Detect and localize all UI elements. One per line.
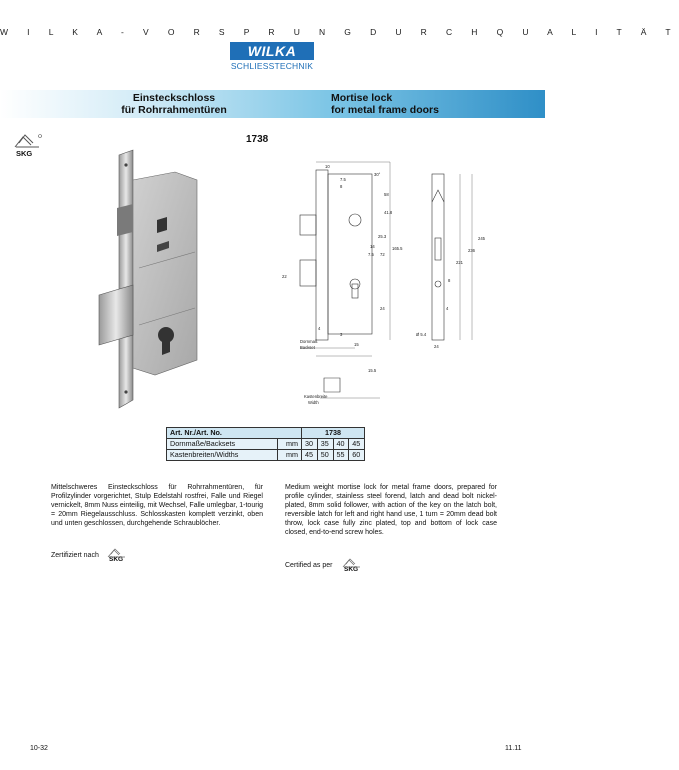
certified-english-text: Certified as per [285, 562, 333, 569]
dim-4b: 4 [446, 306, 449, 311]
dim-7-5: 7.5 [340, 177, 346, 182]
spec-table [166, 427, 365, 461]
dim-10: 10 [325, 164, 330, 169]
page-number: 10-32 [30, 745, 48, 752]
description-english: Medium weight mortise lock for metal frame doors, prepared for profile cylinder, stainless steel forend, latch and dead bolt nickel-plated, 8mm solid follower, with action of the key on the latch bolt, reversible latch for left and right hand use, 1 turn = 20mm dead bolt throw, lock case fully zinc plated, top and bottom of lock case closed, end-to-end screw holes. [285, 484, 497, 536]
skg-house-icon [13, 131, 45, 151]
table-row [167, 439, 365, 450]
dim-58: 58 [384, 192, 389, 197]
cell-value: 55 [333, 450, 349, 461]
row-label: Dornmaße/Backsets [167, 439, 278, 450]
title-band [0, 90, 545, 118]
label-backset-en: Backset [300, 345, 315, 350]
dim-diameter: Ø 5.4 [416, 332, 427, 337]
dim-236: 236 [468, 248, 475, 253]
cell-value: 50 [317, 450, 333, 461]
spec-table-header [167, 428, 365, 439]
title-english-line2: for metal frame doors [331, 104, 439, 116]
dim-7-5b: 7.5 [368, 252, 374, 257]
edition-date: 11.11 [505, 745, 522, 752]
dim-72: 72 [380, 252, 385, 257]
cell-value: 40 [333, 439, 349, 450]
title-english-line1: Mortise lock [331, 92, 393, 104]
dim-221: 221 [456, 260, 463, 265]
logo-text: WILKA [247, 43, 297, 59]
logo-subtitle: SCHLIESSTECHNIK [230, 61, 314, 71]
table-row [167, 450, 365, 461]
cell-value: 30 [302, 439, 318, 450]
title-english [331, 92, 471, 116]
row-unit: mm [278, 439, 302, 450]
dim-15-5: 15.5 [368, 368, 377, 373]
dim-245: 245 [478, 236, 485, 241]
description-german: Mittelschweres Einsteckschloss für Rohrrahmentüren, für Profilzylinder vorgerichtet, Stulp Edelstahl rostfrei, Falle und Riegel vernickelt, 8mm Nuss einteilig, mit Wechsel, Falle umlegbar, 1-tourig = 20mm Riegelausschluss. Schlosskasten komplett verzinkt, oben und unten geschlossen, durchgehende Schraublöcher. [51, 484, 263, 527]
row-unit: mm [278, 450, 302, 461]
dim-25-3: 25.3 [378, 234, 387, 239]
dim-22: 22 [282, 274, 287, 279]
title-german-line1: Einsteckschloss [132, 92, 216, 104]
tagline: W I L K A - V O R S P R U N G D U R C H Q U A L I T Ä T [0, 27, 679, 37]
title-german-line2: für Rohrrahmentüren [121, 104, 227, 116]
row-label: Kastenbreiten/Widths [167, 450, 278, 461]
title-german [104, 92, 244, 116]
dim-24: 24 [380, 306, 385, 311]
cell-value: 45 [349, 439, 365, 450]
article-number: 1738 [246, 134, 269, 145]
skg-mini-logo-en [342, 556, 364, 576]
skg-mini-logo-de [107, 546, 129, 566]
dim-4: 4 [318, 326, 321, 331]
label-backset-de: Dornmaß [300, 339, 318, 344]
dim-165-5: 165.5 [392, 246, 403, 251]
skg-logo [13, 131, 45, 161]
dim-14: 14 [370, 244, 375, 249]
technical-drawing [280, 160, 485, 410]
cell-value: 45 [302, 450, 318, 461]
dim-8: 8 [340, 184, 343, 189]
cell-value: 35 [317, 439, 333, 450]
certified-german-text: Zertifiziert nach [51, 552, 99, 559]
dim-24b: 24 [434, 344, 439, 349]
header-art-no: Art. Nr./Art. No. [167, 428, 302, 439]
header-1738: 1738 [302, 428, 365, 439]
dim-30deg: 30° [374, 172, 381, 177]
label-width-en: Width [308, 400, 319, 405]
dim-15: 15 [354, 342, 359, 347]
dim-41-8: 41.8 [384, 210, 393, 215]
wilka-logo [230, 42, 314, 72]
certified-german [51, 552, 99, 559]
certified-english [285, 562, 332, 569]
lock-photo [97, 150, 207, 410]
dim-3: 3 [340, 332, 343, 337]
label-width-de: Kastenbreite [304, 394, 328, 399]
cell-value: 60 [349, 450, 365, 461]
skg-label: SKG [344, 566, 359, 573]
dim-8b: 8 [448, 278, 451, 283]
skg-label: SKG [16, 149, 33, 158]
skg-label: SKG [109, 556, 124, 563]
